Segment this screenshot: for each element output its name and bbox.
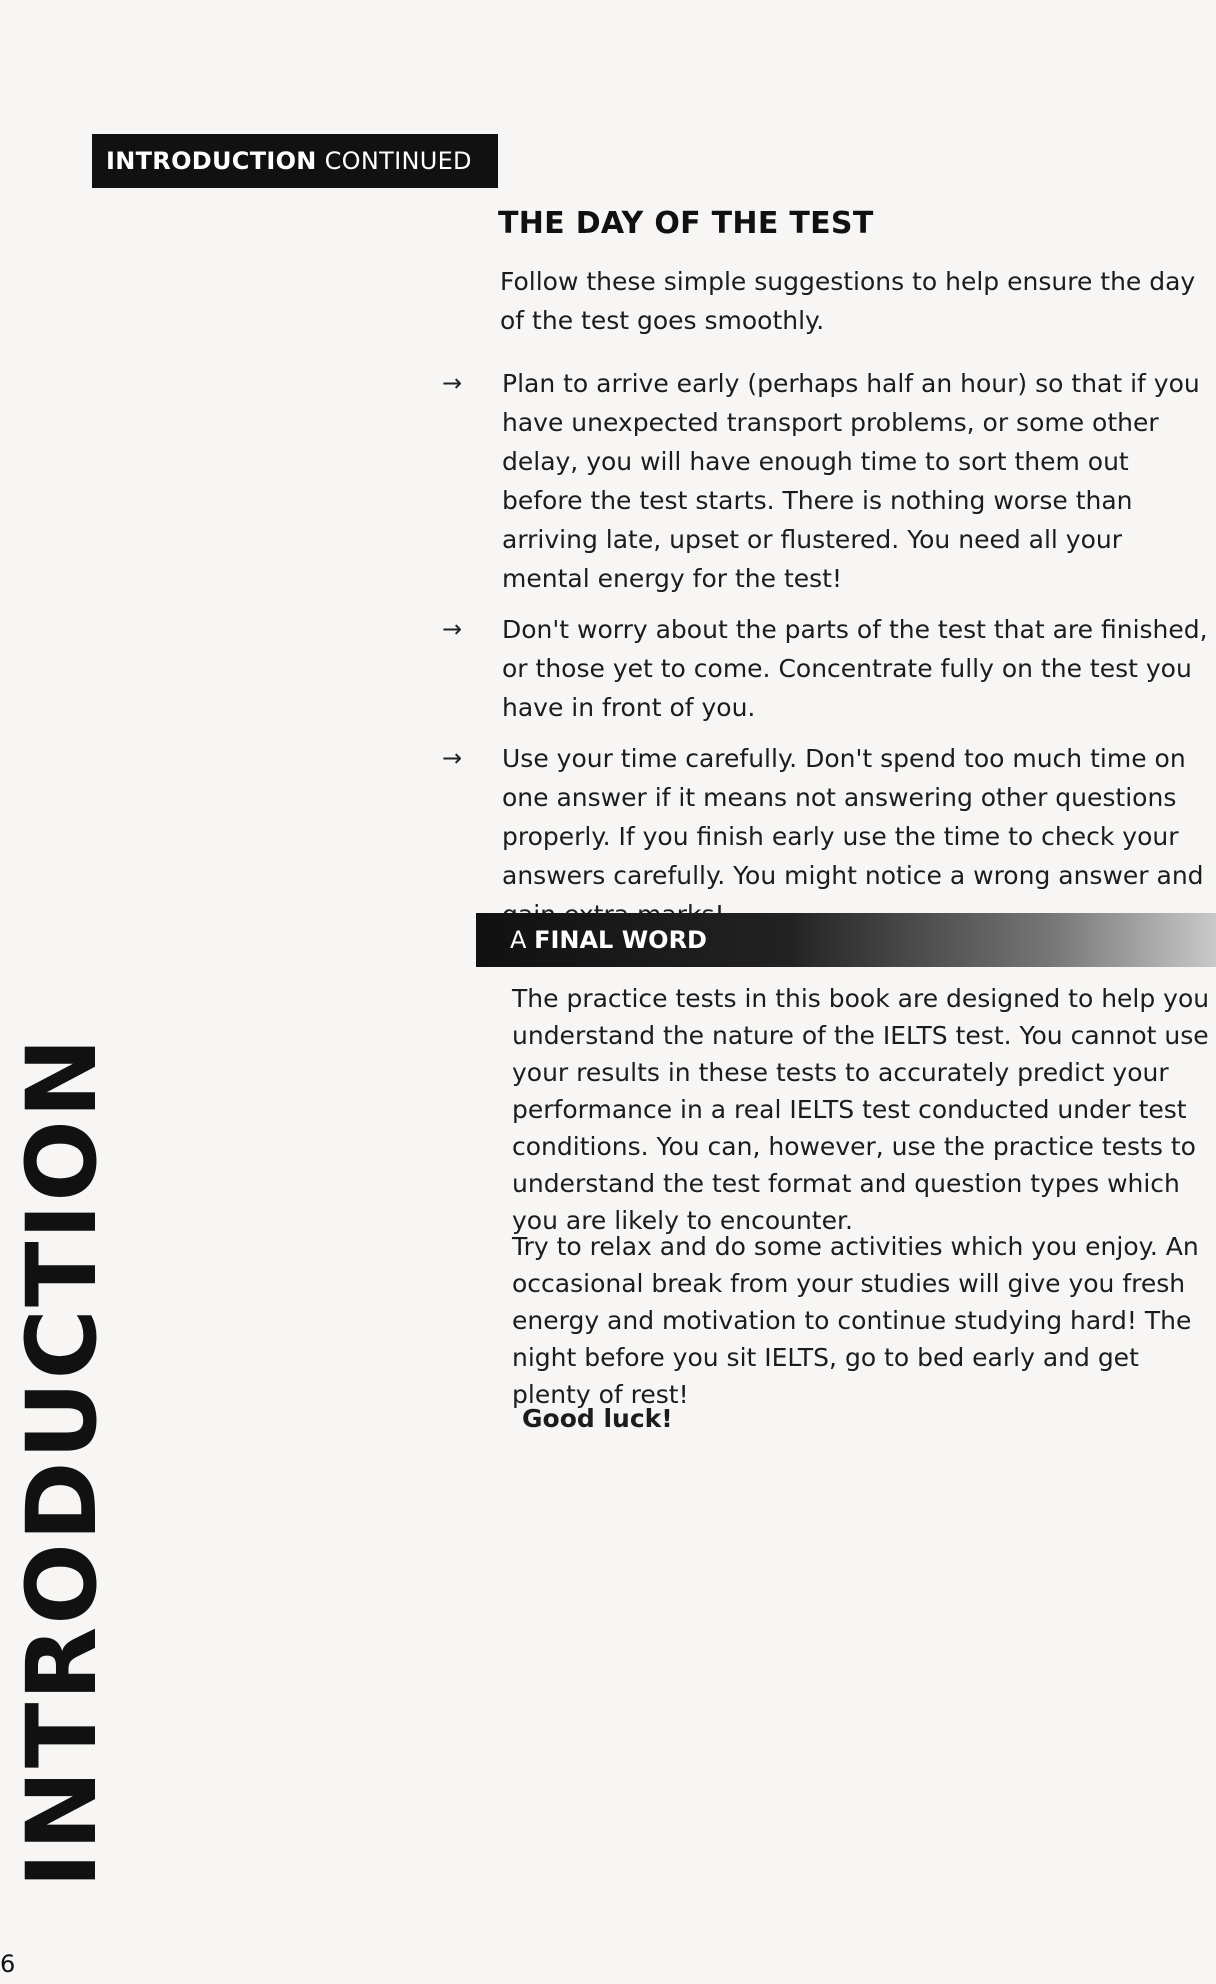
header-light-label: CONTINUED (324, 147, 472, 175)
side-title-text: INTRODUCTION (6, 1035, 118, 1889)
bullet-text: Use your time carefully. Don't spend too much time on one answer if it means not answering other questions properly. If you finish early use the time to check your answers carefully. You might notice a wrong answer and (502, 744, 1204, 890)
intro-paragraph: Follow these simple suggestions to help ensure the day of the test goes smoothly. (500, 267, 1196, 335)
page-number: 6 (0, 1950, 16, 1978)
section-title: THE DAY OF THE TEST (498, 206, 874, 241)
list-item (440, 739, 1210, 934)
bullet-text: Plan to arrive early (perhaps half an hour) so that if you have unexpected transport problems, or some other delay, you will have enough time to sort them out before the test starts. There is nothing worse than arriving late, upset or flustered. You need all your mental energy for the test! (502, 369, 1200, 593)
vertical-side-title (6, 1035, 118, 1889)
final-word-bold-label: FINAL WORD (534, 926, 707, 954)
arrow-right-icon: → (442, 369, 463, 397)
final-word-bar (476, 913, 1216, 967)
suggestion-list (440, 364, 1210, 934)
arrow-right-icon: → (442, 615, 463, 643)
list-item (440, 610, 1210, 727)
bullet-text: Don't worry about the parts of the test that are finished, or those yet to come. Concentrate fully on the test you have in front of you. (502, 615, 1208, 722)
arrow-right-icon: → (442, 744, 463, 772)
final-word-paragraph: The practice tests in this book are designed to help you understand the nature of the IELTS test. You cannot use your results in these tests to accurately predict your performance in a real IELTS test conducted under test conditions. You can, however, use the practice tests to understand the test format and question types which you are likely to encounter. (512, 984, 1210, 1235)
header-bold-label: INTRODUCTION (106, 147, 317, 175)
list-item (440, 364, 1210, 598)
final-word-paragraph: Try to relax and do some activities which you enjoy. An occasional break from your studies will give you fresh energy and motivation to continue studying hard! The night before you sit IELTS, go to bed early and get plenty of rest! (512, 1232, 1199, 1409)
section-header-bar (92, 134, 498, 188)
closing-text: Good luck! (522, 1404, 673, 1433)
final-word-small-label: A (510, 926, 527, 954)
